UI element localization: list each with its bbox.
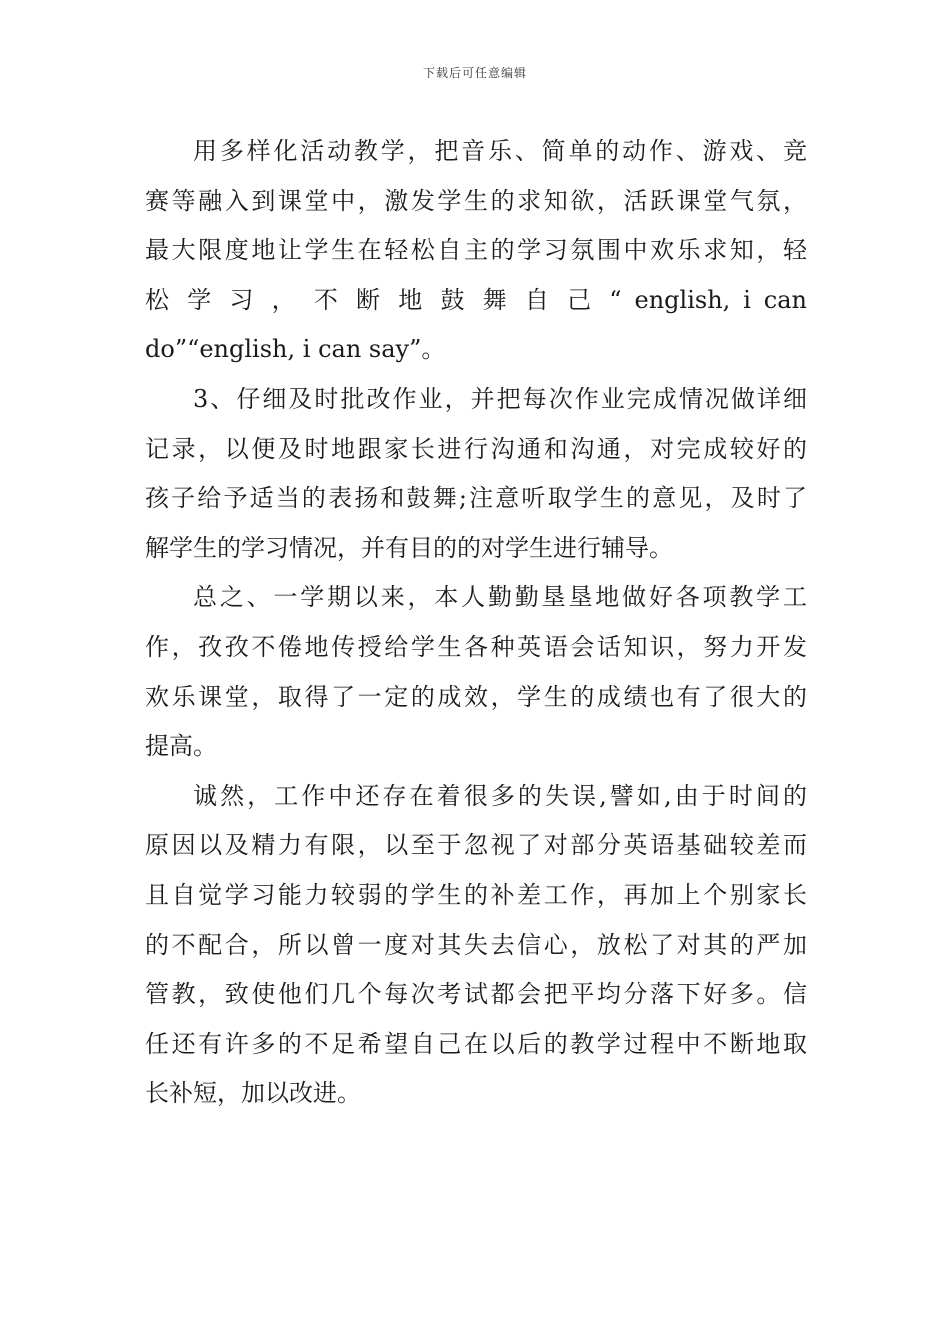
text-line: 作，孜孜不倦地传授给学生各种英语会话知识，努力开发 <box>145 632 807 661</box>
text-line: 用多样化活动教学，把音乐、简单的动作、游戏、竞 <box>193 137 807 165</box>
text-line: 解学生的学习情况，并有目的的对学生进行辅导。 <box>145 533 673 562</box>
text-line: 长补短，加以改进。 <box>145 1079 361 1108</box>
text-line: 总之、一学期以来，本人勤勤垦垦地做好各项教学工 <box>193 583 807 612</box>
text-line: 孩子给予适当的表扬和鼓舞;注意听取学生的意见，及时了 <box>145 484 807 513</box>
paragraph-homework <box>145 375 807 573</box>
text-line: 的不配合，所以曾一度对其失去信心，放松了对其的严加 <box>145 930 807 959</box>
text-line: 且自觉学习能力较弱的学生的补差工作，再加上个别家长 <box>145 880 807 909</box>
text-line: 管教，致使他们几个每次考试都会把平均分落下好多。信 <box>145 980 807 1009</box>
text-line: 松 学 习 ， 不 断 地 鼓 舞 自 己 “ english, i can <box>145 285 807 314</box>
text-line: 诚然，工作中还存在着很多的失误,譬如,由于时间的 <box>193 781 807 810</box>
text-line: 3、仔细及时批改作业，并把每次作业完成情况做详细 <box>193 384 807 413</box>
text-line: 最大限度地让学生在轻松自主的学习氛围中欢乐求知，轻 <box>145 236 807 265</box>
text-line: 赛等融入到课堂中，激发学生的求知欲，活跃课堂气氛， <box>145 186 807 215</box>
document-body <box>145 127 807 1119</box>
paragraph-activities <box>145 127 807 375</box>
paragraph-summary <box>145 573 807 771</box>
page-header: 下载后可任意编辑 <box>422 66 527 80</box>
text-line: 提高。 <box>145 732 217 761</box>
text-line: 记录，以便及时地跟家长进行沟通和沟通，对完成较好的 <box>145 434 807 463</box>
text-line: do”“english, i can say”。 <box>145 335 446 364</box>
text-line: 任还有许多的不足希望自己在以后的教学过程中不断地取 <box>145 1029 807 1058</box>
text-line: 欢乐课堂，取得了一定的成效，学生的成绩也有了很大的 <box>145 682 807 711</box>
paragraph-shortcomings <box>145 772 807 1119</box>
text-line: 原因以及精力有限，以至于忽视了对部分英语基础较差而 <box>145 831 807 860</box>
